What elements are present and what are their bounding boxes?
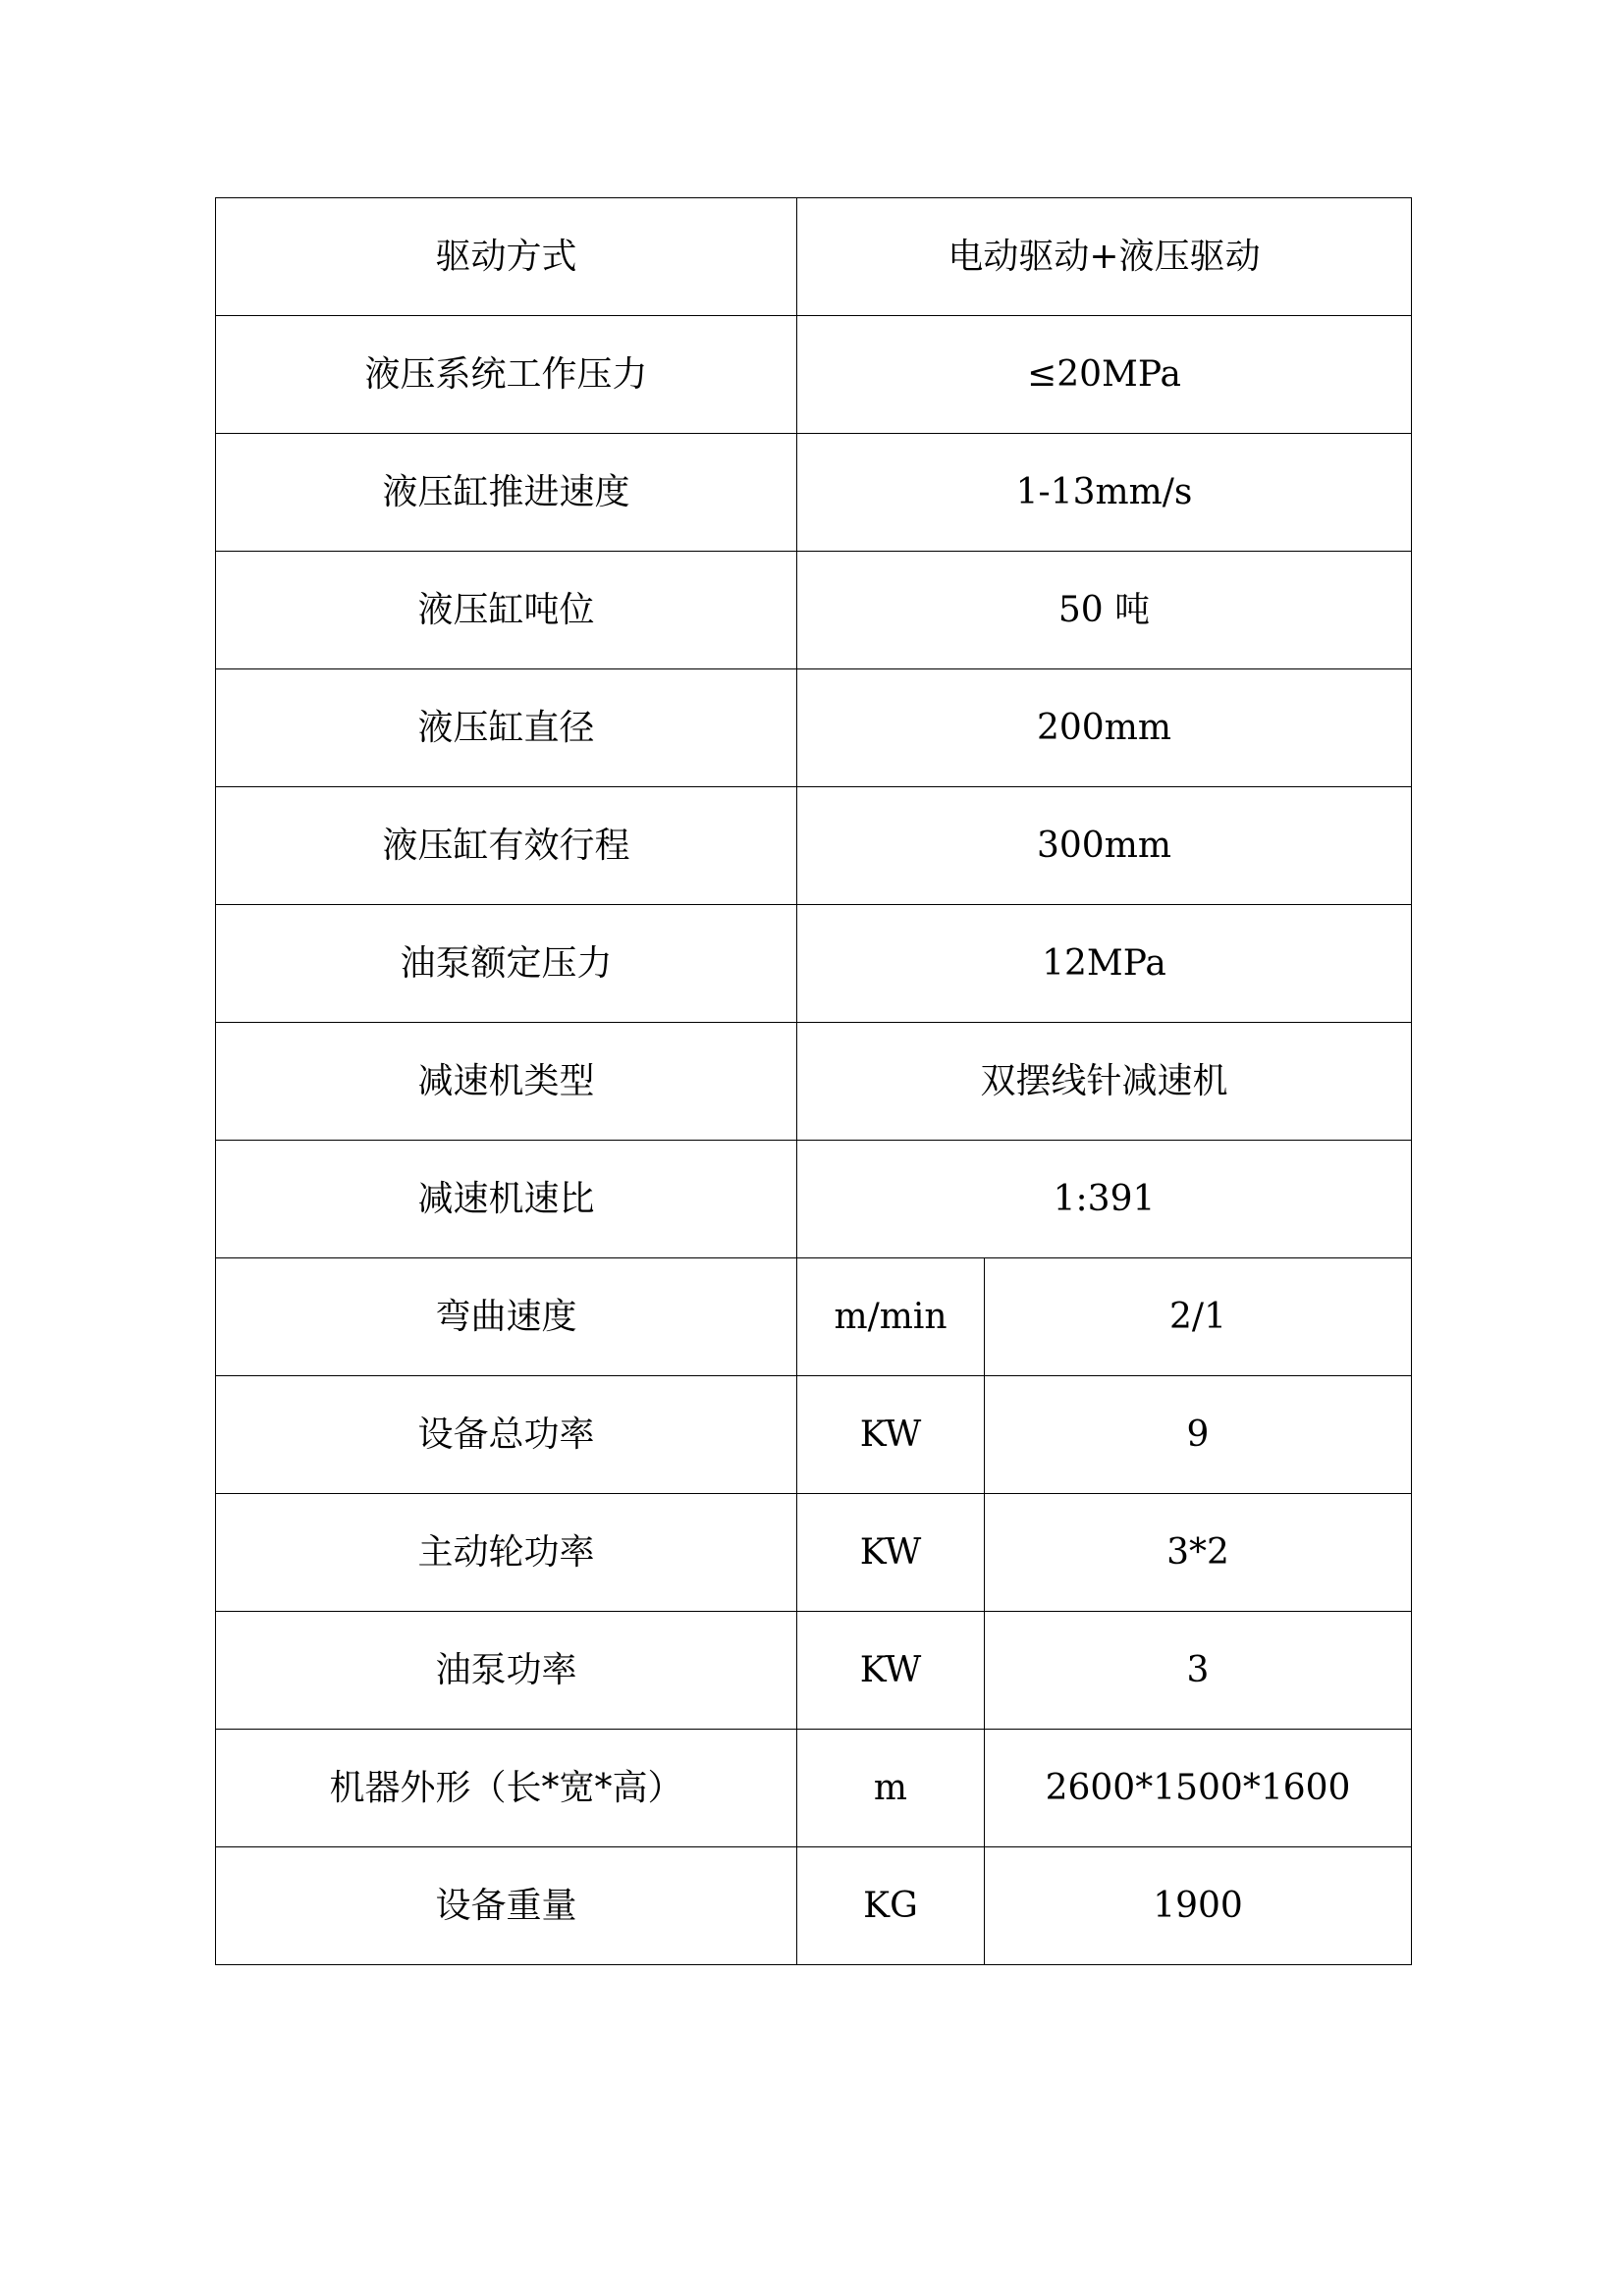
param-label: 液压缸直径 bbox=[216, 669, 797, 787]
table-row bbox=[216, 787, 1412, 905]
table-row bbox=[216, 198, 1412, 316]
param-value: 双摆线针减速机 bbox=[797, 1023, 1412, 1141]
table-row bbox=[216, 1847, 1412, 1965]
param-value: ≤20MPa bbox=[797, 316, 1412, 434]
param-value: 1:391 bbox=[797, 1141, 1412, 1258]
param-value: 200mm bbox=[797, 669, 1412, 787]
param-value: 300mm bbox=[797, 787, 1412, 905]
param-unit: m bbox=[797, 1730, 985, 1847]
param-label: 减速机速比 bbox=[216, 1141, 797, 1258]
table-row bbox=[216, 669, 1412, 787]
param-label: 设备重量 bbox=[216, 1847, 797, 1965]
param-label: 油泵功率 bbox=[216, 1612, 797, 1730]
param-label: 主动轮功率 bbox=[216, 1494, 797, 1612]
spec-table bbox=[215, 197, 1412, 1965]
param-value: 9 bbox=[985, 1376, 1412, 1494]
param-value: 3 bbox=[985, 1612, 1412, 1730]
table-row bbox=[216, 1612, 1412, 1730]
param-unit: KW bbox=[797, 1494, 985, 1612]
param-label: 减速机类型 bbox=[216, 1023, 797, 1141]
table-row bbox=[216, 1023, 1412, 1141]
param-label: 液压缸有效行程 bbox=[216, 787, 797, 905]
table-row bbox=[216, 1258, 1412, 1376]
table-row bbox=[216, 316, 1412, 434]
param-label: 油泵额定压力 bbox=[216, 905, 797, 1023]
param-label: 液压缸吨位 bbox=[216, 552, 797, 669]
param-label: 驱动方式 bbox=[216, 198, 797, 316]
table-row bbox=[216, 1494, 1412, 1612]
param-unit: m/min bbox=[797, 1258, 985, 1376]
table-row bbox=[216, 434, 1412, 552]
param-value: 2/1 bbox=[985, 1258, 1412, 1376]
param-value: 12MPa bbox=[797, 905, 1412, 1023]
param-value: 2600*1500*1600 bbox=[985, 1730, 1412, 1847]
param-value: 1900 bbox=[985, 1847, 1412, 1965]
param-label: 液压缸推进速度 bbox=[216, 434, 797, 552]
param-label: 设备总功率 bbox=[216, 1376, 797, 1494]
param-value: 电动驱动+液压驱动 bbox=[797, 198, 1412, 316]
param-value: 3*2 bbox=[985, 1494, 1412, 1612]
table-row bbox=[216, 1376, 1412, 1494]
table-row bbox=[216, 1730, 1412, 1847]
param-label: 弯曲速度 bbox=[216, 1258, 797, 1376]
param-unit: KW bbox=[797, 1612, 985, 1730]
param-value: 50 吨 bbox=[797, 552, 1412, 669]
table-row bbox=[216, 1141, 1412, 1258]
param-label: 机器外形（长*宽*高） bbox=[216, 1730, 797, 1847]
table-row bbox=[216, 905, 1412, 1023]
table-row bbox=[216, 552, 1412, 669]
param-label: 液压系统工作压力 bbox=[216, 316, 797, 434]
param-unit: KW bbox=[797, 1376, 985, 1494]
param-value: 1-13mm/s bbox=[797, 434, 1412, 552]
param-unit: KG bbox=[797, 1847, 985, 1965]
